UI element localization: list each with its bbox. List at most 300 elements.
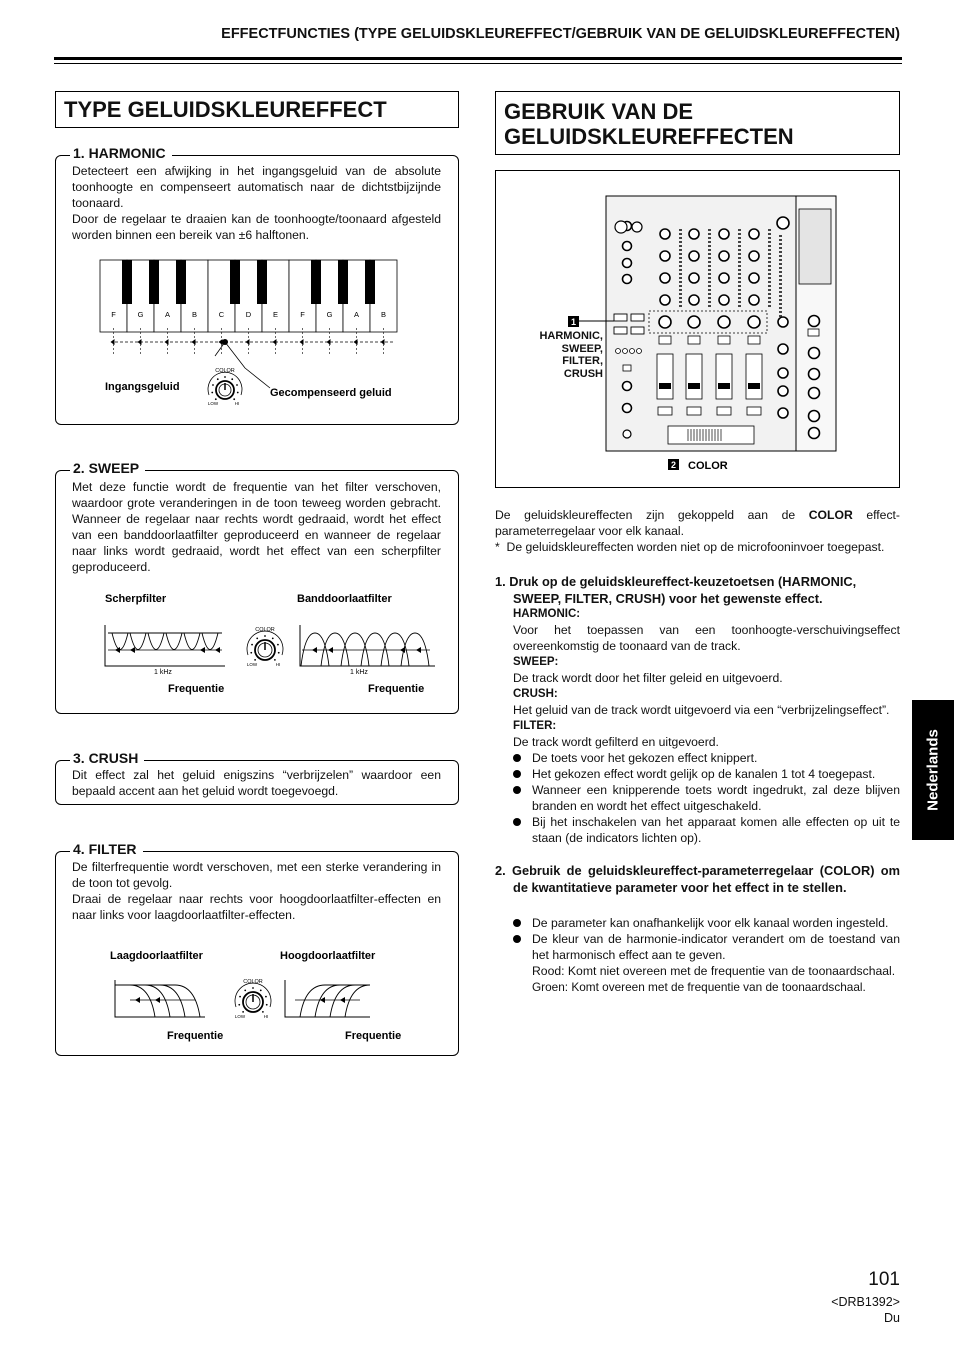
- level-meter-led: [768, 281, 771, 283]
- notch-filter-curves: [105, 625, 225, 666]
- knob-color-label: COLOR: [243, 979, 263, 985]
- crush-desc: Het geluid van de track wordt uitgevoerd via een “verbrijzelingseffect”.: [513, 703, 890, 717]
- master-meter-led: [779, 247, 782, 249]
- indicator-led: [623, 349, 628, 354]
- level-meter-led: [679, 253, 682, 255]
- language-tab: [912, 700, 954, 840]
- crossfader-slot: [668, 426, 754, 444]
- keyboard-diagram: [95, 258, 410, 413]
- arrow-head-icon: [400, 647, 405, 653]
- master-meter-led: [779, 283, 782, 285]
- knob-dot: [217, 378, 219, 380]
- level-meter-led: [738, 293, 741, 295]
- knob-dot: [277, 644, 279, 646]
- bandpass-curve: [401, 633, 429, 666]
- left-section-title: TYPE GELUIDSKLEUREFFECT: [55, 91, 459, 128]
- effect-knob: [809, 316, 820, 327]
- level-meter-led: [679, 277, 682, 279]
- callout-label-2: COLOR: [688, 460, 728, 472]
- arrow-head-icon: [416, 647, 421, 653]
- bullet-dot-icon: [513, 935, 521, 943]
- level-meter-led: [768, 237, 771, 239]
- label-laagdoorlaatfilter: Laagdoorlaatfilter: [110, 950, 203, 962]
- arrow-head-icon: [312, 647, 317, 653]
- channel-button: [748, 336, 760, 344]
- label-banddoorlaatfilter: Banddoorlaatfilter: [297, 593, 392, 605]
- knob-color-label: COLOR: [255, 627, 275, 633]
- arrow-head-icon: [354, 339, 358, 345]
- arrow-head-icon: [215, 647, 220, 653]
- label-hoogdoorlaatfilter: Hoogdoorlaatfilter: [280, 950, 376, 962]
- level-meter-led: [708, 273, 711, 275]
- mixer-illustration: [496, 171, 899, 487]
- arrow-head-icon: [327, 339, 331, 345]
- bullet-item: [513, 766, 900, 782]
- key-label: D: [245, 310, 252, 319]
- arrow-head-icon: [130, 647, 135, 653]
- key-label: B: [191, 310, 198, 319]
- level-meter-led: [708, 249, 711, 251]
- level-meter-led: [679, 237, 682, 239]
- level-meter-led: [738, 269, 741, 271]
- master-meter-led: [779, 255, 782, 257]
- knob-dot: [237, 392, 239, 394]
- black-key: [257, 260, 267, 304]
- master-knob: [778, 344, 788, 354]
- knob-dot: [211, 392, 213, 394]
- knob-dot: [231, 378, 233, 380]
- highpass-curve: [330, 985, 367, 1017]
- khz-label-right: 1 kHz: [350, 669, 368, 676]
- key-label: A: [164, 310, 171, 319]
- black-key: [176, 260, 186, 304]
- arrow-head-icon: [111, 339, 115, 345]
- keyboard: [100, 260, 397, 332]
- channel-button: [688, 336, 700, 344]
- level-meter-led: [768, 265, 771, 267]
- level-meter-led: [708, 233, 711, 235]
- level-meter-led: [679, 273, 682, 275]
- level-meter-led: [708, 265, 711, 267]
- page-number: 101: [868, 1269, 900, 1290]
- knob-dot: [233, 398, 235, 400]
- knob-low-label: LOW: [234, 1014, 246, 1019]
- master-meter-led: [779, 267, 782, 269]
- channel-knob: [689, 229, 699, 239]
- level-meter-led: [738, 297, 741, 299]
- harmonic-text: [72, 163, 441, 243]
- bullet-text: Wanneer een knipperende toets wordt ingedrukt, zal deze blijven branden en wordt het effect uitgeschakeld.: [532, 783, 900, 813]
- filter-text: [72, 859, 441, 923]
- knob-low-label: LOW: [207, 401, 219, 406]
- black-key: [311, 260, 321, 304]
- pointer-line: [215, 342, 225, 356]
- filter-desc: De track wordt gefilterd en uitgevoerd.: [513, 735, 719, 749]
- effect-knob: [809, 369, 820, 380]
- harmonic-p2: Door de regelaar te draaien kan de toonhoogte/toonaard afgesteld worden binnen een bereik van ±6 halftonen.: [72, 212, 441, 242]
- level-meter-led: [738, 289, 741, 291]
- color-knob: [718, 316, 730, 328]
- bullet-text: De kleur van de harmonie-indicator verandert om de toestand van het harmonisch effect aan te geven.: [532, 932, 900, 962]
- crush-text: Dit effect zal het geluid enigszins “verbrijzelen” waardoor een bepaald accent aan het geluid wordt toegevoegd.: [72, 768, 441, 798]
- fader-slot: [657, 354, 673, 399]
- master-meter-led: [779, 275, 782, 277]
- intro-text: [495, 507, 900, 539]
- color-knob-icon: [208, 368, 242, 406]
- level-meter-led: [679, 269, 682, 271]
- intro-color: COLOR: [808, 508, 853, 522]
- level-meter-led: [738, 265, 741, 267]
- color-knob: [748, 316, 760, 328]
- knob-dot: [262, 1011, 264, 1013]
- master-knob: [777, 217, 789, 229]
- doc-lang: Du: [884, 1311, 900, 1325]
- master-meter-led: [779, 235, 782, 237]
- level-meter-led: [679, 293, 682, 295]
- knob-dot: [260, 989, 262, 991]
- level-meter-led: [708, 277, 711, 279]
- level-meter-led: [679, 305, 682, 307]
- key-label: G: [326, 310, 333, 319]
- arrow-head-icon: [246, 339, 250, 345]
- label-scherpfilter: Scherpfilter: [105, 593, 167, 605]
- level-meter-led: [738, 273, 741, 275]
- key-label: F: [300, 310, 305, 319]
- master-knob: [778, 386, 788, 396]
- mic-knob: [623, 404, 632, 413]
- step1-heading: 1. Druk op de geluidskleureffect-keuzetoetsen (HARMONIC, SWEEP, FILTER, CRUSH) voor het gewenste effect.: [495, 574, 857, 606]
- level-meter-led: [738, 245, 741, 247]
- fader-cap: [688, 383, 700, 389]
- note-text: * De geluidskleureffecten worden niet op de microfooninvoer toegepast.: [495, 540, 885, 554]
- master-meter-led: [779, 239, 782, 241]
- black-key: [122, 260, 132, 304]
- level-meter-led: [738, 233, 741, 235]
- filter-p1: De filterfrequentie wordt verschoven, met een sterke verandering in de toon tot gevolg.: [72, 860, 441, 890]
- harmonic-title: 1. HARMONIC: [70, 145, 172, 161]
- knob-dot: [212, 384, 214, 386]
- master-knob: [778, 317, 788, 327]
- header-rule: [54, 57, 902, 60]
- step2-details: [513, 915, 900, 995]
- level-meter-led: [768, 301, 771, 303]
- level-meter-led: [738, 249, 741, 251]
- cue-button: [658, 407, 672, 415]
- level-meter-led: [738, 305, 741, 307]
- master-meter-led: [779, 259, 782, 261]
- step1-bullet-list: [513, 750, 900, 846]
- intro-part-a: De geluidskleureffecten zijn gekoppeld aan de: [495, 508, 809, 522]
- knob-dot: [272, 637, 274, 639]
- knob-dot: [244, 989, 246, 991]
- channel-knob: [689, 295, 699, 305]
- level-meter-led: [738, 285, 741, 287]
- fader-cap: [748, 383, 760, 389]
- bandpass-curve: [341, 633, 369, 666]
- lowpass-filter-curves: [115, 980, 205, 1017]
- arrow-head-icon: [381, 339, 385, 345]
- header-rule-thin: [54, 63, 902, 64]
- notch-curve: [108, 633, 222, 650]
- mixer-figure: [495, 170, 900, 488]
- level-meter-led: [768, 245, 771, 247]
- freq-label-left: Frequentie: [167, 1030, 224, 1042]
- groen-text: Groen: Komt overeen met de frequentie van de toonaardschaal.: [532, 980, 866, 994]
- knob-dot: [239, 996, 241, 998]
- effect-knob: [809, 348, 820, 359]
- mic-knob: [623, 382, 632, 391]
- bullet-dot-icon: [513, 818, 521, 826]
- notch-curve: [108, 633, 222, 650]
- bullet-dot-icon: [513, 786, 521, 794]
- knob-dot: [236, 384, 238, 386]
- level-meter-led: [708, 241, 711, 243]
- channel-knob: [749, 229, 759, 239]
- lowpass-curve: [115, 985, 155, 1017]
- level-meter-led: [679, 245, 682, 247]
- master-meter-led: [779, 243, 782, 245]
- fader-cap: [718, 383, 730, 389]
- level-meter-led: [708, 305, 711, 307]
- level-meter-led: [679, 261, 682, 263]
- bullet-dot-icon: [513, 919, 521, 927]
- axis: [105, 625, 225, 666]
- bullet-text: De parameter kan onafhankelijk voor elk kanaal worden ingesteld.: [532, 916, 889, 930]
- key-label: A: [353, 310, 360, 319]
- crush-title: 3. CRUSH: [70, 750, 144, 766]
- knob-hi-label: HI: [275, 662, 281, 667]
- level-meter-led: [708, 257, 711, 259]
- key-label: E: [272, 310, 279, 319]
- arrow-head-icon: [165, 339, 169, 345]
- level-meter-led: [738, 253, 741, 255]
- sweep-label: SWEEP:: [513, 656, 559, 668]
- page-header: EFFECTFUNCTIES (TYPE GELUIDSKLEUREFFECT/GEBRUIK VAN DE GELUIDSKLEUREFFECTEN): [221, 26, 900, 42]
- bullet-dot-icon: [513, 770, 521, 778]
- master-meter-led: [779, 291, 782, 293]
- step2-bullet-list: [513, 915, 900, 963]
- knob-hi-label: HI: [234, 401, 240, 406]
- intro-part-c: effect-parameterregelaar voor elk kanaal.: [495, 508, 900, 538]
- level-meter-led: [679, 297, 682, 299]
- pitch-arrows: [111, 328, 396, 388]
- key-label: C: [218, 310, 225, 319]
- arrow-head-icon: [135, 997, 140, 1003]
- level-meter-led: [768, 297, 771, 299]
- fader-slot: [746, 354, 762, 399]
- level-meter-led: [768, 289, 771, 291]
- phones-knob: [623, 430, 631, 438]
- mic-knob: [623, 275, 632, 284]
- sweep-diagram: [100, 588, 440, 700]
- bullet-text: De toets voor het gekozen effect knippert.: [532, 751, 758, 765]
- mic-jack: [632, 222, 642, 232]
- channel-knob: [719, 229, 729, 239]
- level-meter-led: [738, 229, 741, 231]
- right-section-title: GEBRUIK VAN DE GELUIDSKLEUREFFECTEN: [495, 91, 900, 155]
- doc-code: [760, 1294, 900, 1326]
- level-meter-led: [768, 233, 771, 235]
- knob-dot: [278, 652, 280, 654]
- channel-knob: [689, 251, 699, 261]
- fader-cap: [659, 383, 671, 389]
- level-meter-led: [679, 289, 682, 291]
- channel-knob: [660, 273, 670, 283]
- indicator-led: [637, 349, 642, 354]
- level-meter-led: [679, 249, 682, 251]
- level-meter-led: [708, 245, 711, 247]
- knob-dot: [264, 635, 266, 637]
- filter-title: 4. FILTER: [70, 841, 143, 857]
- level-meter-led: [708, 281, 711, 283]
- knob-low-label: LOW: [246, 662, 258, 667]
- level-meter-led: [768, 241, 771, 243]
- master-meter-led: [779, 279, 782, 281]
- notch-curve: [108, 633, 222, 650]
- channel-knob: [660, 295, 670, 305]
- bandpass-filter-curves: [300, 625, 435, 666]
- freq-label-left: Frequentie: [168, 683, 225, 695]
- black-key: [365, 260, 375, 304]
- filter-label: FILTER:: [513, 720, 557, 732]
- arrow-head-icon: [200, 647, 205, 653]
- fader-slot: [686, 354, 702, 399]
- bullet-item: [513, 814, 900, 846]
- highpass-filter-curves: [285, 980, 370, 1017]
- master-meter-led: [779, 307, 782, 309]
- channel-button: [718, 336, 730, 344]
- master-meter-led: [779, 311, 782, 313]
- level-meter-led: [708, 269, 711, 271]
- label-ingangsgeluid: Ingangsgeluid: [105, 381, 180, 393]
- pointer-line: [225, 342, 270, 388]
- notch-curve: [108, 633, 222, 650]
- step1-details: [513, 606, 900, 846]
- indicator-led: [630, 349, 635, 354]
- level-meter-led: [708, 253, 711, 255]
- level-meter-led: [708, 229, 711, 231]
- arrow-head-icon: [340, 997, 345, 1003]
- master-meter-led: [779, 295, 782, 297]
- level-meter-led: [679, 265, 682, 267]
- arrow-head-icon: [192, 339, 196, 345]
- channel-knob: [719, 295, 729, 305]
- filter-p2: Draai de regelaar naar rechts voor hoogdoorlaatfilter-effecten en naar links voor laagdoorlaatfilter-effecten.: [72, 892, 441, 922]
- level-meter-led: [768, 293, 771, 295]
- knob-dot: [215, 398, 217, 400]
- sweep-desc: De track wordt door het filter geleid en uitgevoerd.: [513, 671, 783, 685]
- level-meter-led: [738, 237, 741, 239]
- effect-knob: [809, 388, 820, 399]
- callout-number-2: 2: [670, 460, 677, 470]
- level-meter-led: [738, 261, 741, 263]
- knob-hi-label: HI: [263, 1014, 269, 1019]
- effect-select-button: [631, 327, 644, 334]
- cue-button: [747, 407, 761, 415]
- key-label: B: [380, 310, 387, 319]
- knob-dot: [252, 987, 254, 989]
- filter-diagram: [105, 945, 425, 1045]
- bullet-item: [513, 750, 900, 766]
- notch-curve: [108, 633, 222, 650]
- channel-knob: [689, 273, 699, 283]
- channel-knob: [719, 251, 729, 261]
- level-meter-led: [768, 257, 771, 259]
- mixer-panel-drawing: [606, 196, 836, 451]
- lowpass-curve: [115, 985, 170, 1017]
- level-meter-led: [768, 249, 771, 251]
- fader-slot: [716, 354, 732, 399]
- language-tab-label: Nederlands: [924, 729, 942, 811]
- bandpass-curve: [321, 633, 349, 666]
- effect-select-button: [614, 314, 627, 321]
- level-meter-led: [679, 229, 682, 231]
- level-meter-led: [768, 269, 771, 271]
- harmonic-desc: Voor het toepassen van een toonhoogte-verschuivingseffect overeenkomstig de toonaard van de track.: [513, 623, 900, 653]
- notch-curve: [108, 633, 222, 650]
- level-meter-led: [708, 293, 711, 295]
- knob-color-label: COLOR: [215, 368, 235, 374]
- level-meter-led: [679, 257, 682, 259]
- mic-knob: [623, 259, 632, 268]
- step2-heading: 2. Gebruik de geluidskleureffect-parameterregelaar (COLOR) om de kwantitatieve parameter voor het effect in te stellen.: [495, 863, 900, 895]
- knob-dot: [265, 996, 267, 998]
- level-meter-led: [679, 233, 682, 235]
- rood-text: Rood: Komt niet overeen met de frequentie van de toonaardschaal.: [532, 964, 896, 978]
- knob-dot: [266, 1004, 268, 1006]
- level-meter-led: [768, 277, 771, 279]
- color-knob: [659, 316, 671, 328]
- level-meter-led: [738, 241, 741, 243]
- key-label: G: [137, 310, 144, 319]
- mic-jack: [615, 221, 627, 233]
- cue-button: [687, 407, 701, 415]
- level-meter-led: [738, 301, 741, 303]
- level-meter-led: [738, 277, 741, 279]
- arrow-head-icon: [328, 647, 333, 653]
- cue-button: [717, 407, 731, 415]
- effect-select-button: [614, 327, 627, 334]
- lowpass-curve: [115, 985, 185, 1017]
- channel-button: [659, 336, 671, 344]
- channel-knob: [749, 251, 759, 261]
- callout-label-1: HARMONIC, SWEEP, FILTER, CRUSH: [539, 330, 603, 380]
- color-knob-icon: [235, 979, 271, 1019]
- level-meter-led: [738, 281, 741, 283]
- knob-dot: [274, 659, 276, 661]
- level-meter-led: [679, 301, 682, 303]
- mic-knob: [623, 242, 632, 251]
- black-key: [338, 260, 348, 304]
- khz-label-left: 1 kHz: [154, 669, 172, 676]
- master-meter-led: [779, 271, 782, 273]
- knob-dot: [242, 1011, 244, 1013]
- level-meter-led: [708, 237, 711, 239]
- level-meter-led: [768, 273, 771, 275]
- black-key: [149, 260, 159, 304]
- level-meter-led: [708, 285, 711, 287]
- bullet-dot-icon: [513, 754, 521, 762]
- bullet-item: [513, 915, 900, 931]
- switch: [623, 365, 631, 371]
- bullet-item: [513, 931, 900, 963]
- knob-dot: [224, 376, 226, 378]
- level-meter-led: [768, 229, 771, 231]
- level-meter-led: [708, 261, 711, 263]
- harmonic-label: HARMONIC:: [513, 608, 581, 620]
- channel-knob: [719, 273, 729, 283]
- effect-button: [808, 329, 819, 336]
